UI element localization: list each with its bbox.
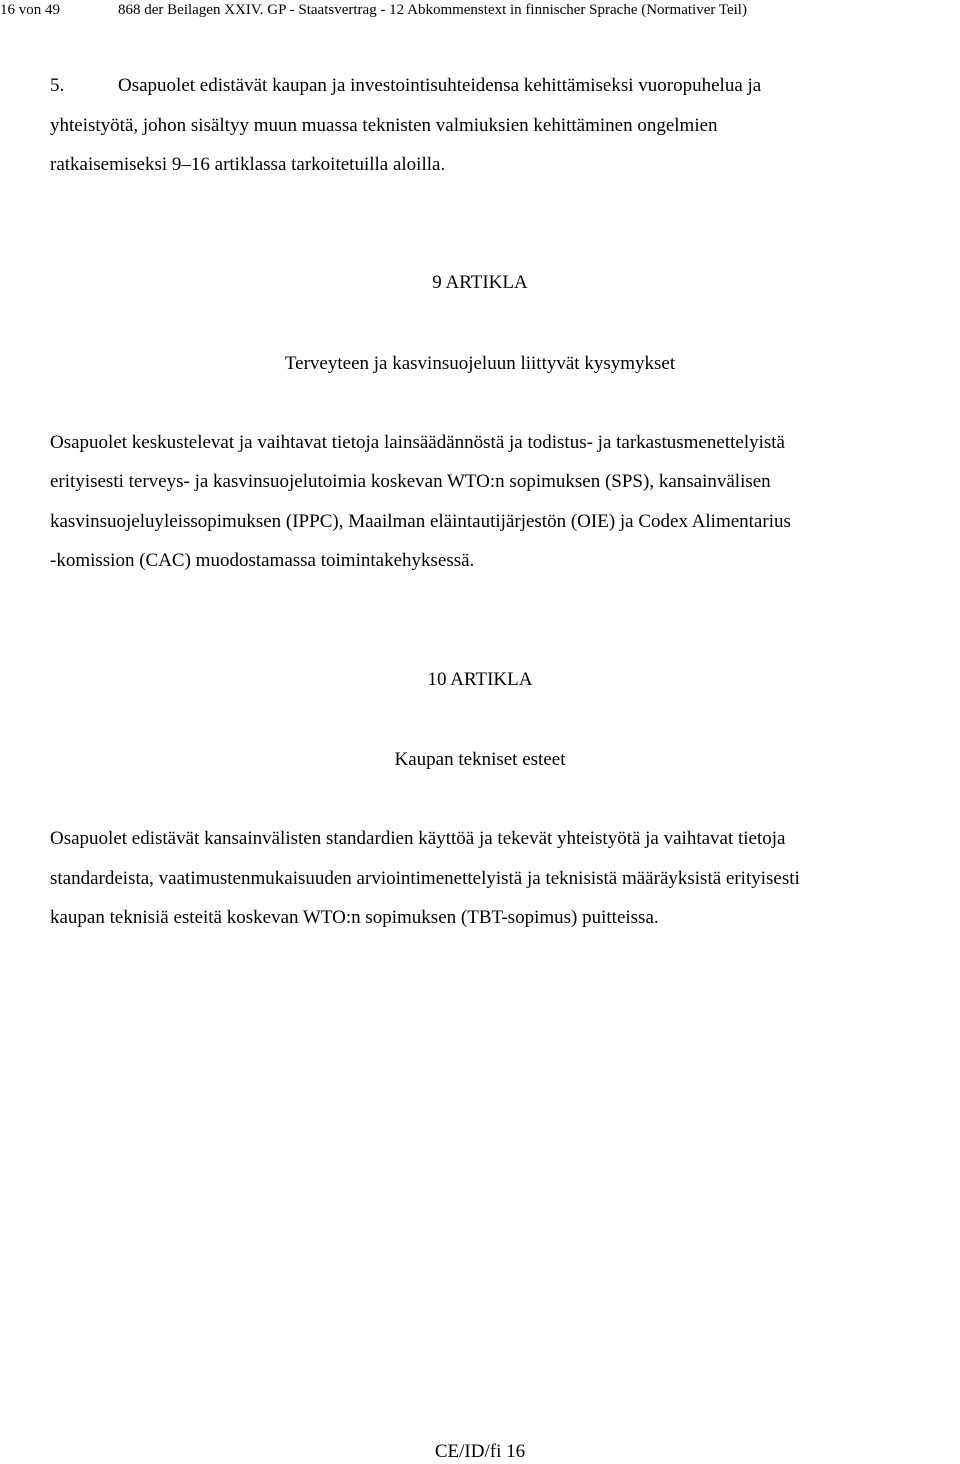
article-subheading: Kaupan tekniset esteet — [394, 749, 566, 770]
article-heading: 9 ARTIKLA — [432, 272, 528, 293]
paragraph-line: ratkaisemiseksi 9–16 artiklassa tarkoitetuilla aloilla. — [50, 154, 446, 175]
article-heading: 10 ARTIKLA — [427, 669, 533, 690]
page-footer-code: CE/ID/fi 16 — [434, 1441, 526, 1462]
paragraph-line: kaupan teknisiä esteitä koskevan WTO:n sopimuksen (TBT-sopimus) puitteissa. — [50, 907, 659, 928]
page-number: 16 von 49 — [0, 2, 60, 18]
paragraph-line: kasvinsuojeluyleissopimuksen (IPPC), Maailman eläintautijärjestön (OIE) ja Codex Alimentarius — [50, 511, 791, 532]
paragraph-line: -komission (CAC) muodostamassa toimintakehyksessä. — [50, 550, 475, 571]
article-subheading: Terveyteen ja kasvinsuojeluun liittyvät kysymykset — [284, 353, 676, 374]
paragraph-line: Osapuolet keskustelevat ja vaihtavat tietoja lainsäädännöstä ja todistus- ja tarkastusmenettelyistä — [50, 432, 785, 453]
header-title: 868 der Beilagen XXIV. GP - Staatsvertrag - 12 Abkommenstext in finnischer Sprache (Normativer Teil) — [118, 2, 747, 18]
paragraph-line: standardeista, vaatimustenmukaisuuden arviointimenettelyistä ja teknisistä määräyksistä erityisesti — [50, 868, 800, 889]
paragraph-line: erityisesti terveys- ja kasvinsuojelutoimia koskevan WTO:n sopimuksen (SPS), kansainvälisen — [50, 471, 771, 492]
paragraph-number: 5. — [50, 75, 65, 96]
paragraph-line: Osapuolet edistävät kansainvälisten standardien käyttöä ja tekevät yhteistyötä ja vaihtavat tietoja — [50, 828, 786, 849]
paragraph-line: yhteistyötä, johon sisältyy muun muassa teknisten valmiuksien kehittäminen ongelmien — [50, 115, 718, 136]
paragraph-line: 5. Osapuolet edistävät kaupan ja investointisuhteidensa kehittämiseksi vuoropuhelua ja — [50, 75, 762, 96]
